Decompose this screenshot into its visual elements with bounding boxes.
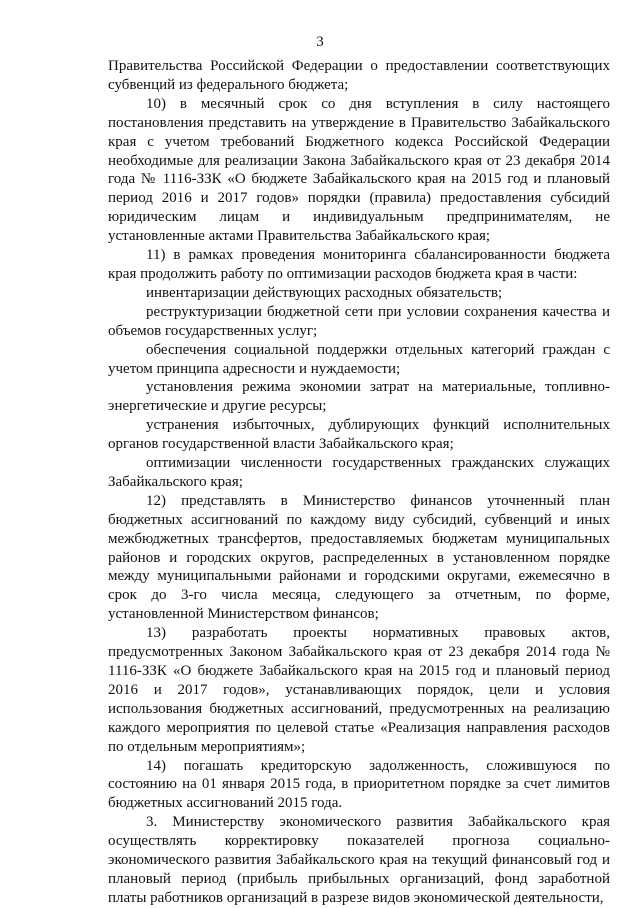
paragraph: реструктуризации бюджетной сети при условии сохранения качества и объемов государственных услуг; xyxy=(108,303,610,339)
paragraph: устранения избыточных, дублирующих функций исполнительных органов государственной власти Забайкальского края; xyxy=(108,417,610,453)
paragraph: 3. Министерству экономического развития Забайкальского края осуществлять корректировку показателей прогноза социально-экономического развития Забайкальского края на текущий финансовый год и плановый период (прибыль прибыльных организаций, фонд заработной платы работников организаций в разрезе видов экономической деятельности, xyxy=(108,814,610,906)
document-body xyxy=(108,57,610,908)
paragraph: 12) представлять в Министерство финансов уточненный план бюджетных ассигнований по каждому виду субсидий, субвенций и иных межбюджетных трансфертов, предоставляемых бюджетам муниципальных районов и городских округов, распределенных в установленном порядке между муниципальными районами и городскими округами, ежемесячно в срок до 3-го числа месяца, следующего за отчетным, по форме, установленной Министерством финансов; xyxy=(108,492,610,623)
page-number: 3 xyxy=(316,34,324,50)
paragraph: установления режима экономии затрат на материальные, топливно-энергетические и другие ресурсы; xyxy=(108,379,610,415)
paragraph: 10) в месячный срок со дня вступления в силу настоящего постановления представить на утверждение в Правительство Забайкальского края с учетом требований Бюджетного кодекса Российской Федерации необходимые для реализации Закона Забайкальского края от 23 декабря 2014 года № 1116-ЗЗК «О бюджете Забайкальского края на 2015 год и плановый период 2016 и 2017 годов» порядки (правила) предоставления субсидий юридическим лицам и индивидуальным предпринимателям, не установленные актами Правительства Забайкальского края; xyxy=(108,95,610,245)
paragraph: Правительства Российской Федерации о предоставлении соответствующих субвенций из федерального бюджета; xyxy=(108,58,610,93)
paragraph: оптимизации численности государственных гражданских служащих Забайкальского края; xyxy=(108,455,610,490)
paragraph: 11) в рамках проведения мониторинга сбалансированности бюджета края продолжить работу по оптимизации расходов бюджета края в части: xyxy=(108,247,610,282)
paragraph: 14) погашать кредиторскую задолженность, сложившуюся по состоянию на 01 января 2015 года, в приоритетном порядке за счет лимитов бюджетных ассигнований 2015 года. xyxy=(108,757,610,812)
paragraph: обеспечения социальной поддержки отдельных категорий граждан с учетом принципа адресности и нуждаемости; xyxy=(108,341,610,377)
paragraph: 13) разработать проекты нормативных правовых актов, предусмотренных Законом Забайкальского края от 23 декабря 2014 года № 1116-ЗЗК «О бюджете Забайкальского края на 2015 год и плановый период 2016 и 2017 годов», устанавливающих порядок, цели и условия использования бюджетных ассигнований, предусмотренных на реализацию каждого мероприятия по целевой статье «Реализация направления расходов по отдельным мероприятиям»; xyxy=(108,625,610,755)
paragraph: инвентаризации действующих расходных обязательств; xyxy=(146,284,503,301)
